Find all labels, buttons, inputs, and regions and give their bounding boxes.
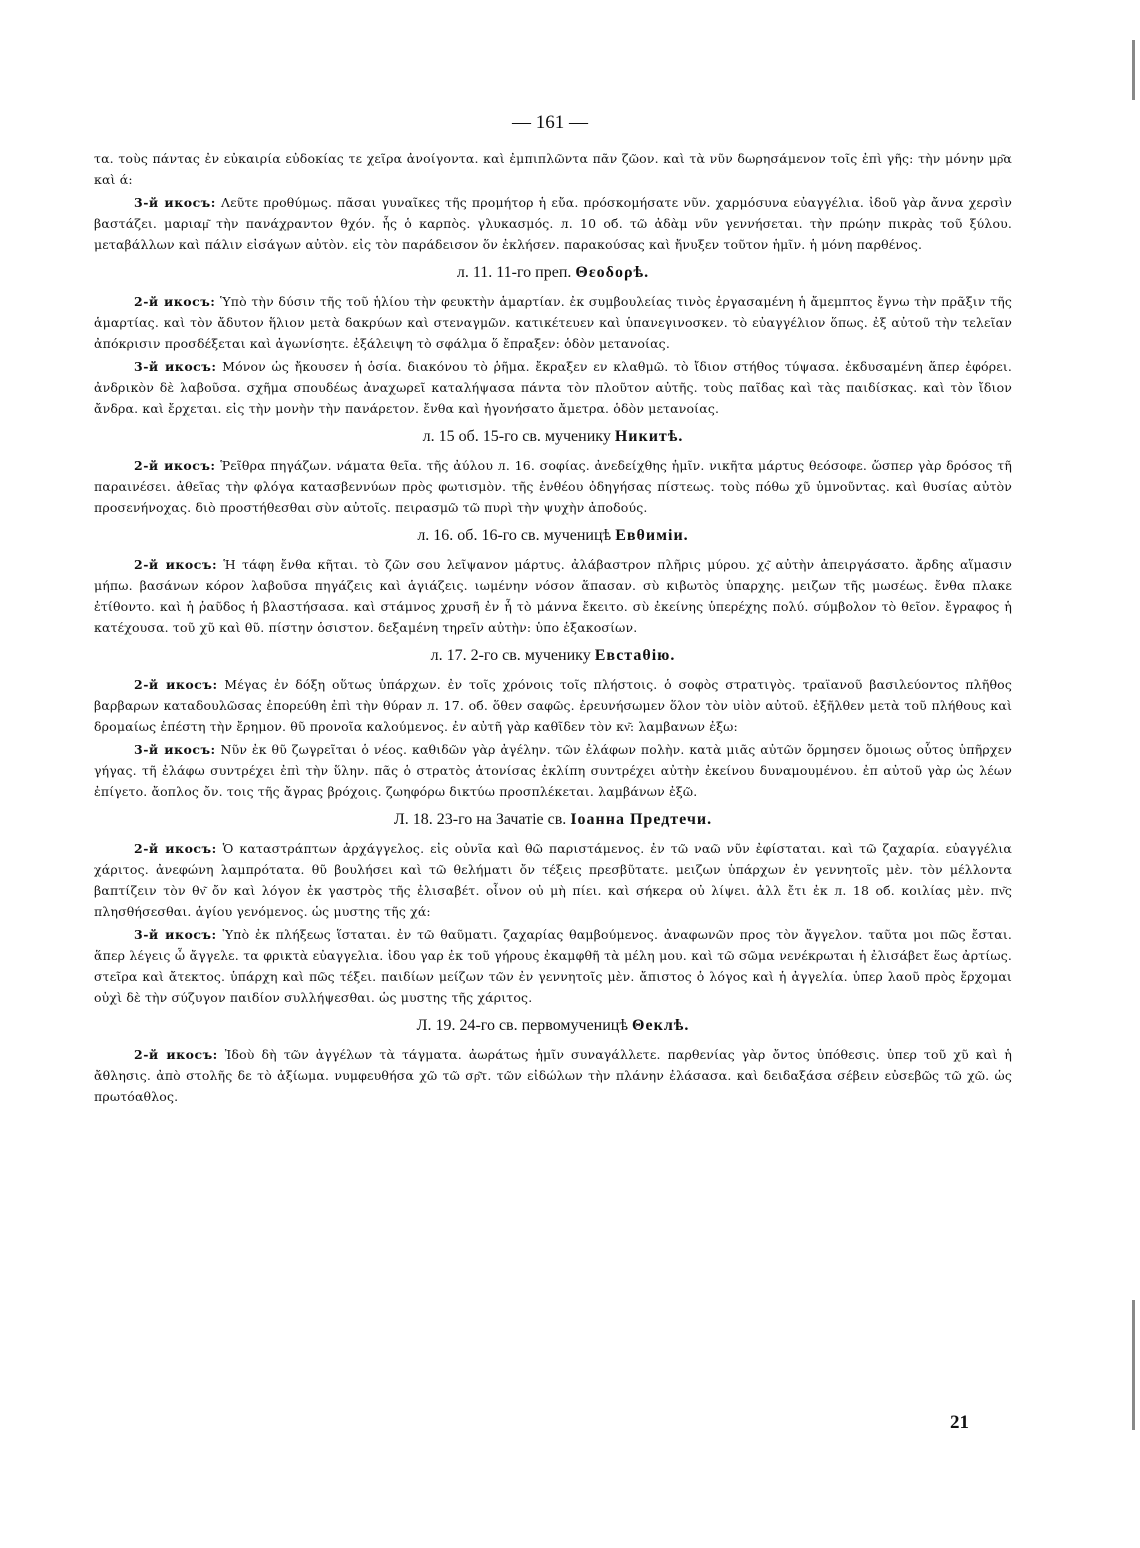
paragraph-text: Μόνον ὡς ἤκουσεν ἡ ὁσία. διακόνου τὸ ῥῆμα. ἔκραξεν εν κλαθμῶ. τὸ ἴδιον στήθος τύψασα. ἐκδυσαμένη ἅπερ ἐφόρει. ἀνδρικὸν δὲ λαβοῦσα. σχῆμα σπουδέως ἀναχωρεῖ καταλήψασα πάντα τὸν πλοῦτον αὐτῆς. τοὺς παῖδας καὶ τὰς παιδίσκας. καὶ τὸν ἴδιον ἄνδρα. καὶ ἔρχεται. εἰς τὴν μονὴν τὴν πανάρετον. ἔνθα καὶ ἠγονήσατο ἄμετρα. ὁδὸν μετανοίας. — [94, 359, 1012, 416]
paragraph-text: Μέγας ἐν δόξη οὕτως ὑπάρχων. ἐν τοῖς χρόνοις τοῖς πλήστοις. ὁ σοφὸς στρατιγὸς. τραϊανοῦ βασιλεύοντος πλῆθος βαρβαρων καταδουλῶσας ἐπορεύθη ἐπὶ τὴν θύραν л. 17. об. ὅθεν σαφῶς. ἐρευνήσωμεν ὅλον τὸν υἱὸν αὐτοῦ. ἐξῆλθεν μετὰ τοῦ πλήθους καὶ δρομαίως ἐπέστη τὴν ἔρημον. θῦ προνοῖα καλούμενος. ἐν αὐτῆ γὰρ καθῖδεν τὸν κν͂: λαμβανων ἐξω: — [94, 677, 1012, 734]
heading-name: Θεοδορѣ. — [575, 264, 650, 281]
ikos-label: 2-й икосъ: — [134, 557, 218, 572]
paragraph-text: Ὑπὸ τὴν δύσιν τῆς τοῦ ἡλίου τὴν φευκτὴν ἁμαρτίαν. ἐκ συμβουλείας τινὸς ἐργασαμένη ἡ ἄμεμπτος ἔγνω τὴν πρᾶξιν τῆς ἁμαρτίας. καὶ τὸν ἄδυτον ἥλιον μετὰ δακρύων καὶ στεναγμῶν. κατικέτευεν καὶ ὑπανεγινοσκεν. τὸ εὐαγγέλιον ὅπως. ἐξ αὐτοῦ τὴν τελεῖαν ἀπόκρισιν προσδέξεται καὶ ἀγωνίσητε. ἐξάλειψη τὸ σφάλμα ὅ ἔπραξεν: ὁδὸν μετανοίας. — [94, 294, 1013, 351]
page-number: — 161 — — [512, 112, 588, 133]
section-heading — [94, 425, 1012, 449]
heading-prefix: л. 17. 2-го св. мученику — [430, 647, 591, 664]
paragraph-text: τα. τοὺς πάντας ἐν εὐκαιρία εὐδοκίας τε χεῖρα ἀνοίγοντα. καὶ ἐμπιπλῶντα πᾶν ζῶον. καὶ τὰ νῦν δωρησάμενον τοῖς ἐπὶ γῆς: τὴν μόνην μρ͂α καὶ ά: — [94, 151, 1012, 187]
ikos-label: 3-й икосъ: — [134, 927, 217, 942]
ikos-label: 3-й икосъ: — [134, 742, 216, 757]
section-heading — [94, 644, 1012, 668]
heading-prefix: л. 15 об. 15-го св. мученику — [422, 428, 611, 445]
paragraph — [94, 291, 1012, 354]
ikos-label: 2-й икосъ: — [134, 677, 218, 692]
heading-prefix: л. 11. 11-го преп. — [456, 264, 572, 281]
paragraph-text: Λεῦτε προθύμως. πᾶσαι γυναῖκες τῆς προμήτορ ἡ εὔα. πρόσκομήσατε νῦν. χαρμόσυνα εὐαγγέλια. ἰδοῦ γὰρ ἄννα χερσὶν βαστάζει. μαριαμ͂ τὴν πανάχραντον θχόν. ἧς ὁ καρπὸς. γλυκασμός. л. 10 об. τῶ ἀδὰμ νῦν γεννήσεται. τὴν πρώην πικρὰς τοῦ ξύλου. μεταβάλλων καὶ πάλιν εἰσάγων αὐτὸν. εἰς τὸν παράδεισον ὅν ἐκλήσεν. παρακούσας καὶ ἤνυξεν τοῦτον ἡμῖν. ἡ μόνη παρθένος. — [94, 195, 1013, 252]
scan-edge-mark — [1132, 1300, 1135, 1430]
paragraph — [94, 1044, 1012, 1107]
paragraph-top-2 — [94, 192, 1012, 255]
paragraph — [94, 455, 1012, 518]
heading-prefix: Л. 18. 23-го на Зачатiе св. — [393, 811, 567, 828]
paragraph-top-1 — [94, 148, 1012, 190]
heading-name: Евстаθiю. — [594, 647, 676, 664]
section-heading — [94, 261, 1012, 285]
page-body — [94, 148, 1012, 1109]
paragraph-text: Ῥεῖθρα πηγάζων. νάματα θεῖα. τῆς ἀύλου л. 16. σοφίας. ἀνεδείχθης ἡμῖν. νικῆτα μάρτυς θεόσοφε. ὥσπερ γὰρ δρόσος τῆ παραινέσει. ἀθεῖας τὴν φλόγα κατασβεννύων πρὸς φωτισμὸν. τῆς ἐνθέου ὀδηγήσας πίστεως. τοὺς πόθω χῦ ὑμνοῦντας. καὶ θυσίας αὐτὸν προσενήνοχας. διὸ προστήθεσθαι σὺν αὐτοῖς. πειρασμῶ τῶ πυρὶ τὴν ψυχὴν ἀποδούς. — [94, 458, 1012, 515]
heading-name: Никитѣ. — [614, 428, 684, 445]
paragraph — [94, 356, 1012, 419]
ikos-label: 2-й икосъ: — [134, 294, 216, 309]
heading-prefix: Л. 19. 24-го св. первомученицѣ — [416, 1017, 629, 1034]
ikos-label: 2-й икосъ: — [134, 841, 217, 856]
ikos-label: 3-й икосъ: — [134, 359, 217, 374]
ikos-label: 2-й икосъ: — [134, 1047, 218, 1062]
paragraph-text: Ὑπὸ ἐκ πλήξεως ἵσταται. ἐν τῶ θαῦματι. ζαχαρίας θαμβούμενος. ἀναφωνῶν προς τὸν ἄγγελον. ταῦτα μοι πῶς ἔσται. ἅπερ λέγεις ὦ ἄγγελε. τα φρικτὰ εὐαγγελια. ἰδου γαρ ἐκ τοῦ γήρους ἐκαμφθῆ τὰ μέλη μου. καὶ τῶ σῶμα νενέκρωται ἡ ἐλισάβετ ἕως ἀρτίως. στεῖρα καὶ ἄτεκτος. ὑπάρχη καὶ πῶς τέξει. παιδίων μείζων τῶν ἐν γεννητοῖς μὲν. ἄπιστος ὁ λόγος καὶ ἡ ἀγγελία. ὑπερ λαοῦ πρὸς ἔρχομαι οὐχὶ δὲ τὴν σύζυγον παιδίον συλλήψεσθαι. ὡς μυστης τῆς χάριτος. — [94, 927, 1012, 1005]
paragraph-text: Ὁ καταστράπτων ἀρχάγγελος. εἰς οὐνῖα καὶ θῶ παριστάμενος. ἐν τῶ ναῶ νῦν ἐφίσταται. καὶ τῶ ζαχαρία. εὐαγγέλια χάριτος. ἀνεφώνη λαμπρότατα. θῦ βουλήσει καὶ τῶ θελήματι ὄν τέξεις πρεσβῦτατε. μειζων ὑπάρχων ἐν γεννητοῖς μὲν. τὸν μέλλοντα βαπτίζειν τὸν θν͂ ὄν καὶ λόγον ἐκ γαστρὸς τῆς ἐλισαβέτ. οἶνον οὐ μὴ πίει. καὶ σήκερα οὐ λίψει. ἀλλ ἔτι ἐκ л. 18 об. κοιλίας μὲν. πν͂ς πλησθήσεσθαι. ἁγίου γενόμενος. ὡς μυστης τῆς χά: — [94, 841, 1012, 919]
footer-number: 21 — [950, 1412, 969, 1433]
heading-name: Iоанна Предтечи. — [570, 811, 713, 828]
ikos-label: 3-й икосъ: — [134, 195, 216, 210]
paragraph — [94, 554, 1012, 638]
scan-edge-mark — [1132, 40, 1135, 100]
paragraph-text: Ἡ τάφη ἔνθα κῆται. τὸ ζῶν σου λεῖψανον μάρτυς. ἀλάβαστρον πλῆρις μύρου. χς͂ αὐτὴν ἀπειργάσατο. ἄρδης αἵμασιν μήπω. βασάνων κόρον λαβοῦσα πηγάζεις καὶ ἁγιάζεις. ιωμένην νόσον ἅπασαν. σὺ κιβωτὸς ὑπαρχης. μειζων τῆς μωσέως. ἔνθα πλακε ἐτίθοντο. καὶ ἡ ῥαῦδος ἡ βλαστήσασα. καὶ στάμνος χρυσῆ ἐν ἧ τὸ μάννα ἔκειτο. σὺ ἐκείνης ὑπερέχης πολύ. σύμβολον τὸ θεῖον. ἔγραφος ἡ κατέχουσα. τοῦ χῦ καὶ θῦ. πίστην ὁσιστον. δεξαμένη τηρεῖν αὐτὴν: ὑπο ἑξακοσίων. — [94, 557, 1012, 635]
heading-prefix: л. 16. об. 16-го св. мученицѣ — [417, 527, 612, 544]
section-heading — [94, 808, 1012, 832]
paragraph — [94, 924, 1012, 1008]
paragraph — [94, 674, 1012, 737]
ikos-label: 2-й икосъ: — [134, 458, 216, 473]
section-heading — [94, 524, 1012, 548]
paragraph-text: Νῦν ἐκ θῦ ζωγρεῖται ὁ νέος. καθιδῶν γὰρ ἀγέλην. τῶν ἐλάφων πολὴν. κατὰ μιᾶς αὐτῶν ὅρμησεν ὅμοιως οὗτος ὑπῆρχεν γήγας. τῆ ἐλάφω συντρέχει ἐπὶ τὴν ὕλην. πᾶς ὁ στρατὸς ἀτονίσας ἐκλίπη συντρέχει αὐτὴν ἐκείνου δυναμουμένου. ἐπ αὐτοῦ γὰρ ὡς λέων ἐπίγετο. ἄοπλος ὄν. τοις τῆς ἄγρας βρόχοις. ζωηφόρω δικτύω προσπλέκεται. λαμβάνων ἐξῶ. — [94, 742, 1012, 799]
paragraph-text: Ἰδοὺ δὴ τῶν ἀγγέλων τὰ τάγματα. ἀωράτως ἡμῖν συναγάλλετε. παρθενίας γὰρ ὄντος ὑπόθεσις. ὑπερ τοῦ χῦ καὶ ἡ ἄθλησις. ἀπὸ στολῆς δε τὸ ἀξίωμα. νυμφευθήσα χῶ τῶ σρ͂τ. τῶν εἰδώλων τὴν πλάνην ἐλάσασα. καὶ δειδαξάσα σέβειν εὐσεβῶς τῶ χῶ. ὡς πρωτόαθλος. — [94, 1047, 1012, 1104]
paragraph — [94, 739, 1012, 802]
heading-name: Θеклѣ. — [632, 1017, 690, 1034]
paragraph — [94, 838, 1012, 922]
heading-name: Евθимiи. — [615, 527, 689, 544]
section-heading — [94, 1014, 1012, 1038]
